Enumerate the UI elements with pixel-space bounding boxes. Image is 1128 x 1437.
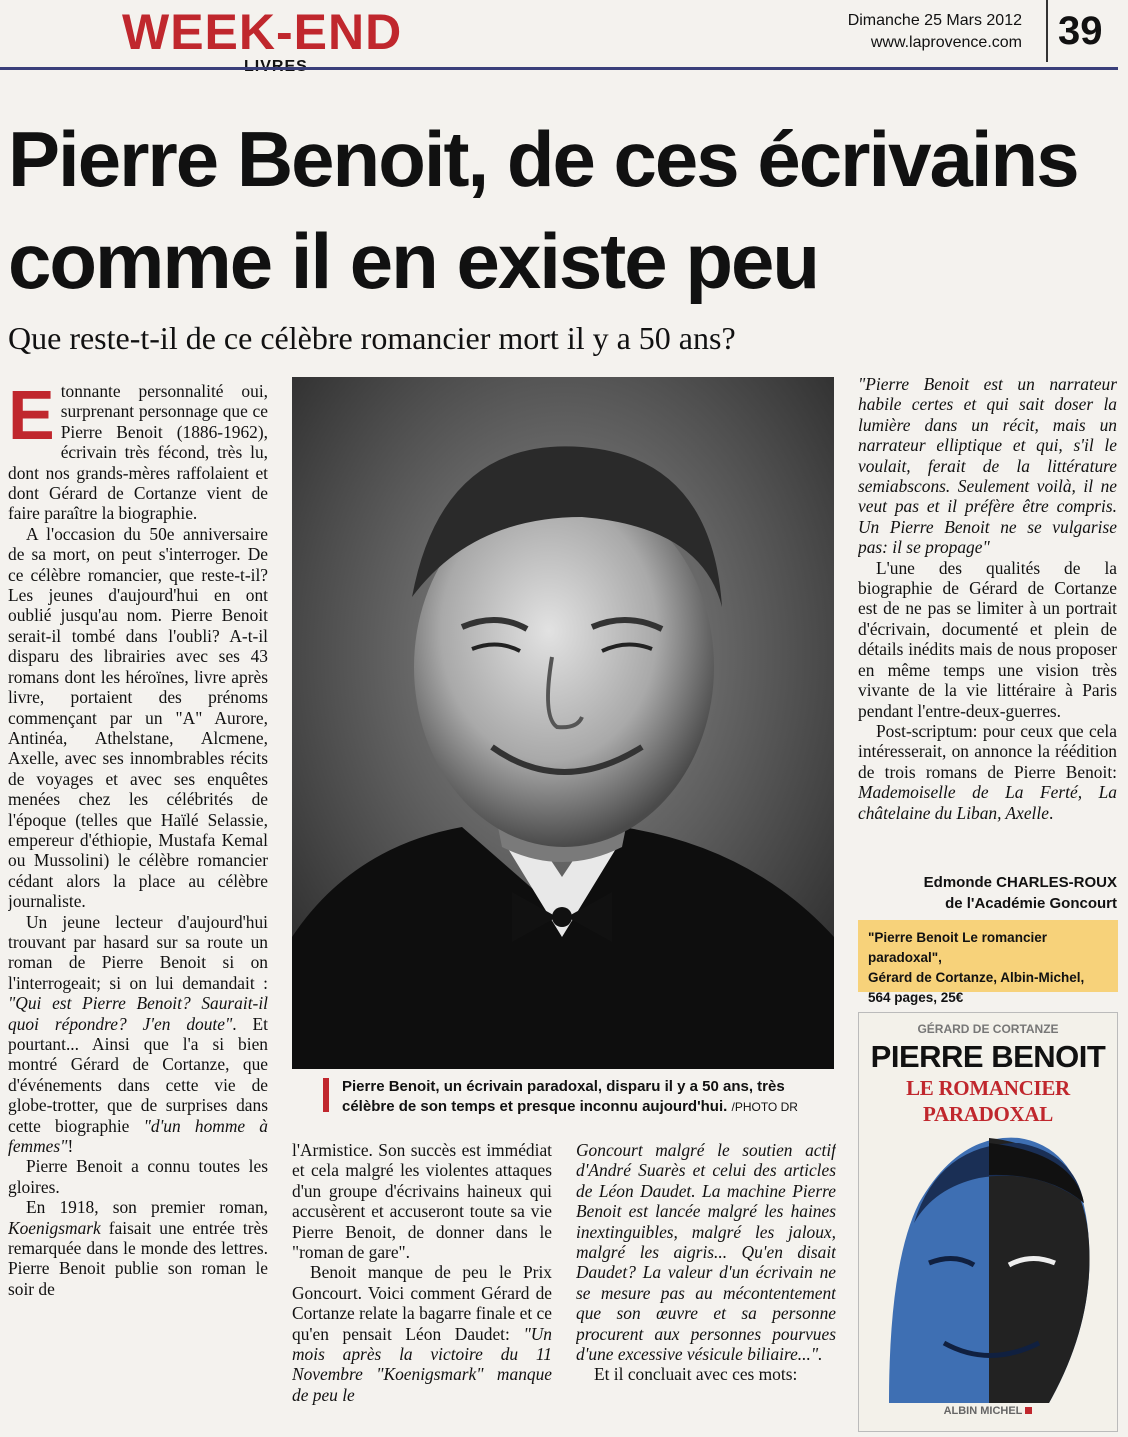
author-signature (858, 872, 1117, 914)
cover-author: GÉRARD DE CORTANZE (917, 1022, 1059, 1036)
quote-text: "Un mois après la victoire du 11 Novembre "Koenigsmark" manque de peu le (292, 1323, 552, 1405)
book-info-author-publisher: Gérard de Cortanze, Albin-Michel, (868, 970, 1085, 985)
quote-paragraph: Goncourt malgré le soutien actif d'André Suarès et celui des articles de Léon Daudet. La machine Pierre Benoit est lancée malgré les haines inextinguibles, malgré les jaloux, malgré les aigris... Qu'en disait Daudet? La valeur d'un écrivain ne se mesure pas au mécontentement que son œuvre et sa personne procurent aux personnes pourvues d'une excessive vésicule biliaire...". (576, 1140, 836, 1365)
author-affiliation: de l'Académie Goncourt (945, 895, 1117, 912)
article-column-3 (576, 1140, 836, 1432)
photo-credit: /PHOTO DR (731, 1100, 798, 1114)
page-number-divider (1046, 0, 1048, 62)
paragraph (858, 721, 1117, 823)
book-title-text: Koenigsmark (8, 1217, 101, 1238)
drop-cap: E (8, 381, 55, 454)
issue-date: Dimanche 25 Mars 2012 (847, 12, 1022, 29)
paragraph-text: Un jeune lecteur d'aujourd'hui trouvant par hasard sur sa route un roman de Pierre Benoit si on l'interrogeait; si on lui demandait : (8, 911, 268, 993)
paragraph: Pierre Benoit a connu toutes les gloires. (8, 1156, 268, 1197)
caption-accent-bar (323, 1078, 329, 1112)
paragraph-text: tonnante personnalité oui, surprenant personnage que ce Pierre Benoit (1886-1962), écrivain très fécond, très lu, dont nos grands-mères raffolaient et dont Gérard de Cortanze vient de faire paraître la biographie. (8, 381, 268, 524)
photo-caption (342, 1077, 834, 1117)
cover-subtitle: LE ROMANCIER PARADOXAL (906, 1076, 1070, 1126)
paragraph: l'Armistice. Son succès est immédiat et cela malgré les violentes attaques d'un groupe d'écrivains haineux qui accusèrent et accuseront toute sa vie Pierre Benoit, de donner dans le "roman de gare". (292, 1140, 552, 1263)
cover-publisher-text: ALBIN MICHEL (943, 1405, 1023, 1417)
headline-line-1: Pierre Benoit, de ces écrivains (8, 115, 1078, 203)
headline-line-2: comme il en existe peu (8, 217, 819, 305)
section-title: WEEK-END (122, 4, 403, 60)
paragraph (292, 1262, 552, 1405)
portrait-illustration (292, 377, 834, 1069)
cover-title: PIERRE BENOIT (870, 1039, 1106, 1074)
paragraph-text: faisait une entrée très remarquée dans le monde des lettres. Pierre Benoit publie son roman le soir de (8, 1217, 268, 1299)
book-info-box (858, 920, 1118, 1005)
quote-paragraph: "Pierre Benoit est un narrateur habile certes et qui sait doser la lumière dans un récit, mais un narrateur elliptique et qui, s'il le voulait, ferait de la littérature semiabscons. Seulement voilà, il ne veut pas et il préfère être compris. Un Pierre Benoit ne se vulgarise pas: il se propage" (858, 374, 1117, 558)
paragraph (8, 1197, 268, 1299)
publisher-mark-icon (1025, 1407, 1032, 1414)
portrait-photo (292, 377, 834, 1069)
page-number: 39 (1058, 9, 1103, 53)
paragraph-text: ! (67, 1136, 74, 1157)
paragraph-text: Benoit manque de peu le Prix Goncourt. Voici comment Gérard de Cortanze relate la bagarre finale et ce qu'en pensait Léon Daudet: (292, 1262, 552, 1344)
paragraph-text: . Et pourtant... Ainsi que l'a si bien montré Gérard de Cortanze, que d'événements dans cette vie de globe-trotter, que de surprises dans cette biographie (8, 1013, 268, 1136)
paragraph (8, 381, 268, 524)
quote-text: "Qui est Pierre Benoit? Saurait-il quoi répondre? J'en doute" (8, 993, 268, 1034)
article-column-2 (292, 1140, 552, 1432)
article-column-4 (858, 374, 1117, 914)
paragraph: L'une des qualités de la biographie de Gérard de Cortanze est de ne pas se limiter à un portrait d'écrivain, documenté et plein de détails inédits mais de nous proposer en même temps une vision très vivante de la vie littéraire à Paris pendant l'entre-deux-guerres. (858, 557, 1117, 721)
article-column-1 (8, 381, 268, 1431)
paragraph-text: En 1918, son premier roman, (26, 1197, 268, 1218)
author-name: Edmonde CHARLES-ROUX (923, 874, 1117, 891)
headline (8, 108, 1118, 312)
paragraph-text: . (1048, 802, 1054, 823)
book-info-pages-price: 564 pages, 25€ (868, 990, 964, 1005)
website-link[interactable]: www.laprovence.com (870, 34, 1022, 51)
paragraph: A l'occasion du 50e anniversaire de sa mort, on peut s'interroger. De ce célèbre romancier, que reste-t-il? Les jeunes d'aujourd'hui en ont oublié jusqu'au nom. Pierre Benoit serait-il tombé dans l'oubli? A-t-il disparu des librairies avec ses 43 romans dont les héroïnes, livre après livre, portaient des prénoms commençant par un "A" Aurore, Antinéa, Athelstane, Alcmene, Axelle, avec ses innombrables récits de voyages et avec ses enquêtes menées chez les célébrités de l'époque (telles que Haïlé Selassie, empereur d'éthiopie, Mustafa Kemal ou Mussolini) le célèbre romancier cédant alors la place au célèbre journaliste. (8, 523, 268, 912)
date-block (848, 10, 1022, 54)
book-info-title: "Pierre Benoit Le romancier paradoxal", (868, 930, 1047, 965)
subheadline: Que reste-t-il de ce célèbre romancier mort il y a 50 ans? (8, 320, 736, 356)
quote-text: "d'un homme à femmes" (8, 1115, 268, 1157)
caption-text: Pierre Benoit, un écrivain paradoxal, disparu il y a 50 ans, très célèbre de son temps et presque inconnu aujourd'hui. (342, 1078, 785, 1115)
cover-portrait-illustration (859, 1113, 1117, 1403)
cover-publisher (859, 1405, 1117, 1417)
paragraph (8, 912, 268, 1157)
paragraph: Et il concluait avec ces mots: (594, 1364, 798, 1385)
header-rule (0, 67, 1118, 70)
paragraph-text: Post-scriptum: pour ceux que cela intéresserait, on annonce la réédition de trois romans de Pierre Benoit: (858, 720, 1117, 782)
book-title-text: Mademoiselle de La Ferté, La châtelaine du Liban, Axelle (858, 782, 1117, 823)
book-cover (858, 1012, 1118, 1432)
